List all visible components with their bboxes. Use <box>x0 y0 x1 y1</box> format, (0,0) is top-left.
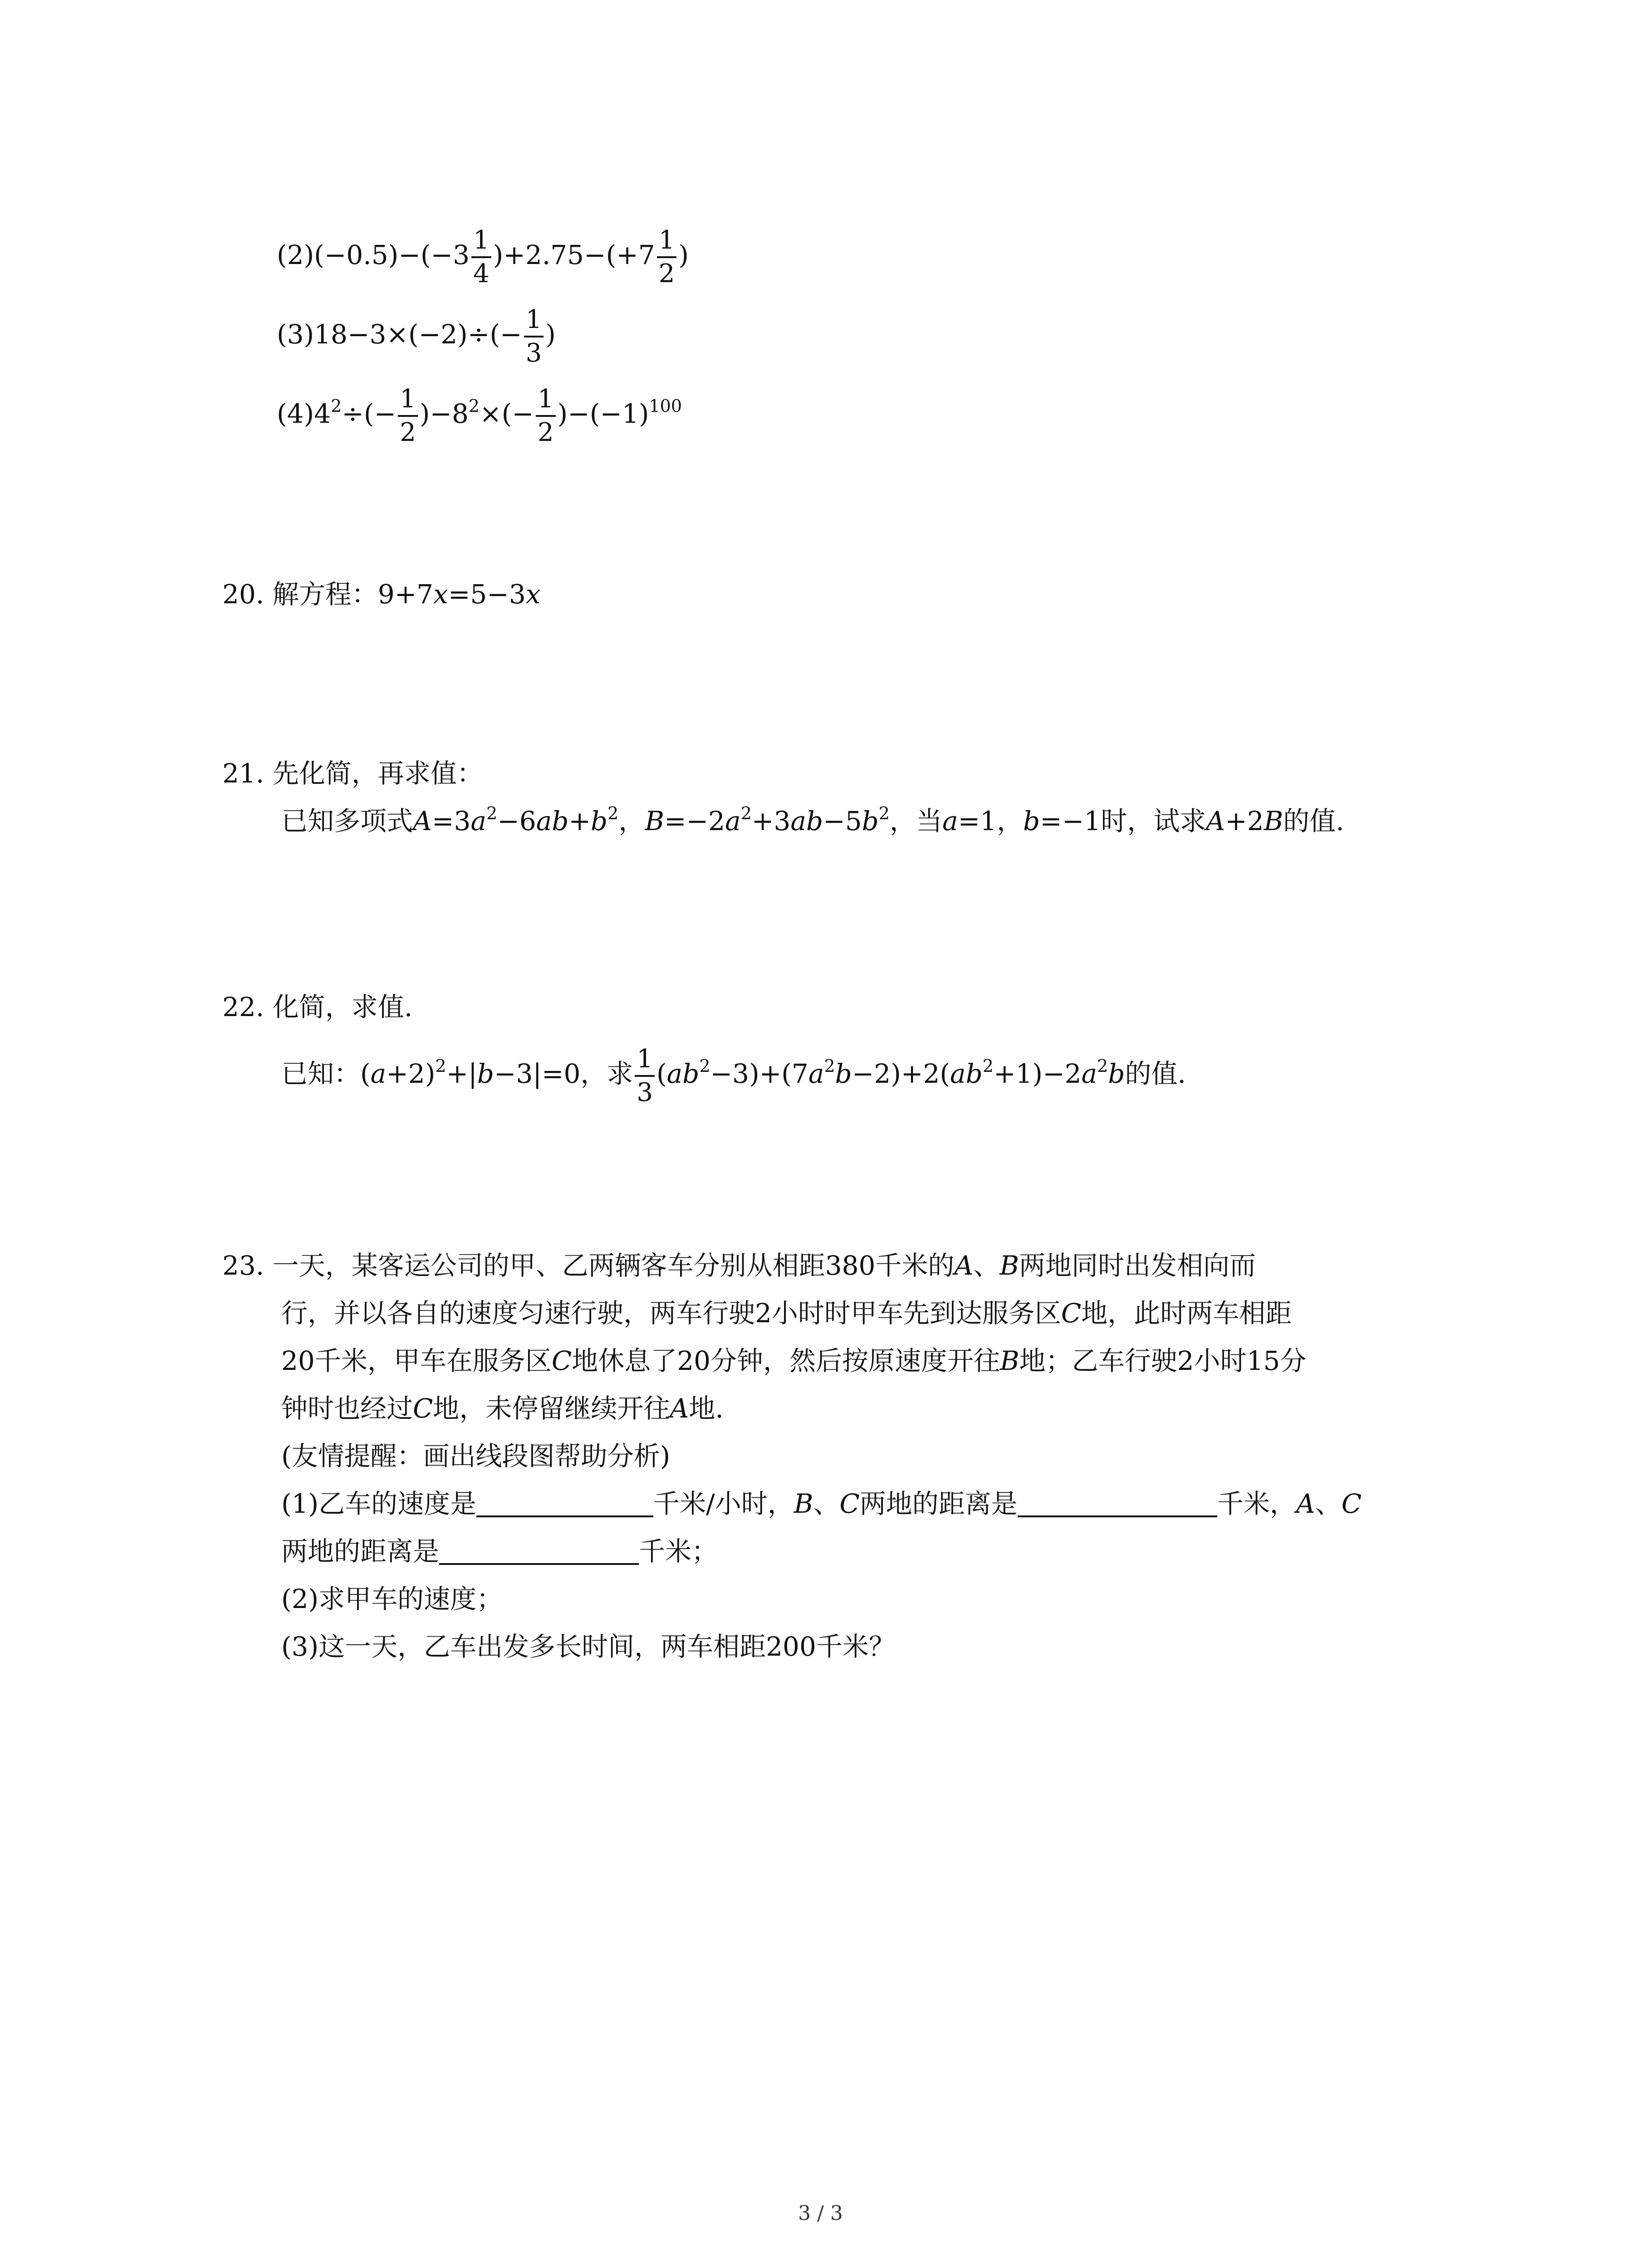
fraction: $\frac{1}{2}$ <box>657 225 677 290</box>
question-number: 20. <box>222 579 265 610</box>
answer-blank-bc-distance[interactable] <box>1018 1484 1217 1517</box>
q20: 20. 解方程：9+7x=5−3x <box>222 572 541 617</box>
q23-sub3: (3)这一天，乙车出发多长时间，两车相距200千米？ <box>281 1631 895 1662</box>
q23-line-1: 23. 一天，某客运公司的甲、乙两辆客车分别从相距380千米的A、B两地同时出发相向而 <box>222 1243 1256 1288</box>
fraction: $\frac{1}{2}$ <box>536 383 556 449</box>
q22-title: 22. 化简，求值. <box>222 984 412 1030</box>
q23-hint: (友情提醒：画出线段图帮助分析) <box>281 1441 671 1471</box>
fraction: $\frac{1}{4}$ <box>471 225 491 290</box>
question-number: 21. <box>222 758 265 789</box>
answer-blank-ac-distance[interactable] <box>439 1531 639 1565</box>
fraction: $\frac{1}{3}$ <box>524 304 544 369</box>
q21-title: 21. 先化简，再求值： <box>222 751 483 796</box>
page-number: 3 / 3 <box>798 2202 843 2225</box>
q23-sub1-cont: 两地的距离是 千米； <box>281 1529 718 1574</box>
fraction: $\frac{1}{3}$ <box>635 1043 655 1109</box>
q19-part3: (3)18−3×(−2)÷(− $\frac{1}{3}$ ) <box>277 304 556 349</box>
q23-line-3: 20千米，甲车在服务区C地休息了20分钟，然后按原速度开往B地；乙车行驶2小时15分 <box>281 1345 1307 1376</box>
q19-part2: (2)(−0.5)−(−3 $\frac{1}{4}$ )+2.75−(+7 $\frac{1}{2}$ ) <box>277 225 689 270</box>
q23-line-4: 钟时也经过C地，未停留继续开往A地. <box>281 1393 724 1424</box>
fraction: $\frac{1}{2}$ <box>398 383 418 449</box>
q21-body: 已知多项式$A=3a^2-6ab+b^2$，$B=-2a^2+3ab-5b^2$，当a=1，b=−1时，试求A+2B的值. <box>281 803 1344 836</box>
question-number: 22. <box>222 992 265 1022</box>
question-number: 23. <box>222 1250 265 1281</box>
q22-body: 已知：$(a+2)^2+|b-3|=0$，求 $\frac{1}{3}$ $(ab^2-3)+(7a^2b-2)+2(ab^2+1)-2a^2b$的值. <box>281 1043 1186 1089</box>
q19-part4: $(4)4^2\div(-$ $\frac{1}{2}$ )$-8^2\times(-$ $\frac{1}{2}$ )$-(-1)^{100}$ <box>277 383 682 429</box>
q23-sub2: (2)求甲车的速度； <box>281 1584 503 1614</box>
q23-sub1: (1)乙车的速度是 千米/小时，B、C两地的距离是 千米，A、C <box>281 1481 1362 1526</box>
q23-line-2: 行，并以各自的速度匀速行驶，两车行驶2小时时甲车先到达服务区C地，此时两车相距 <box>281 1298 1292 1329</box>
answer-blank-speed[interactable] <box>476 1484 653 1517</box>
